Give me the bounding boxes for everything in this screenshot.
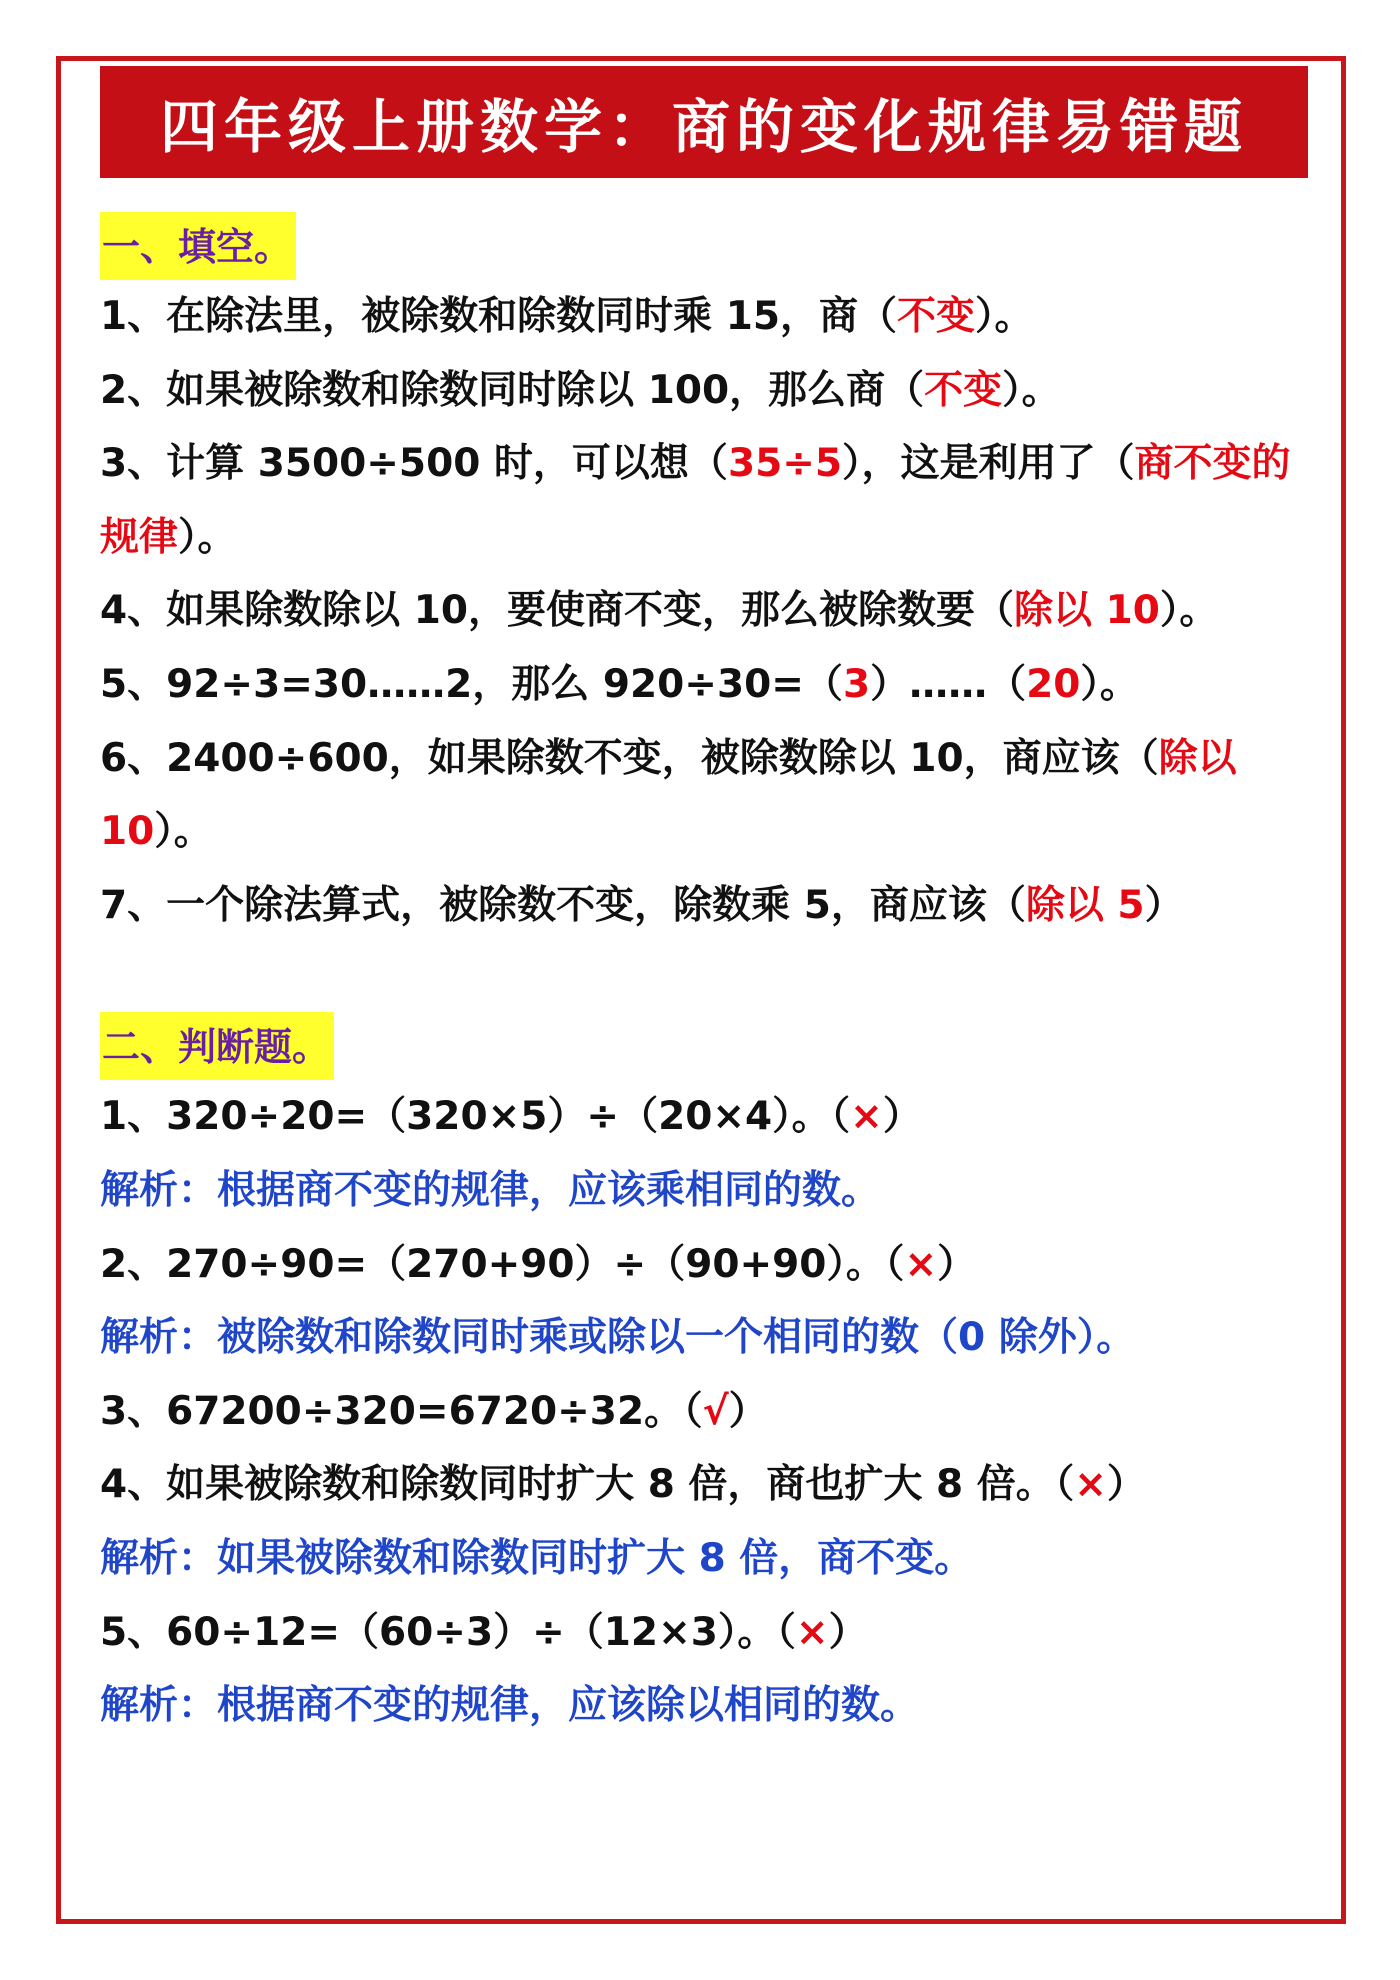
fill-question-3 [100,427,1308,574]
answer-text: 35÷5 [727,441,843,487]
question-text: 6、2400÷600，如果除数不变，被除数除以 10，商应该（ [100,735,1159,781]
judge-question-1 [100,1080,1308,1154]
section-heading-fill-blank: 一、填空。 [100,212,296,280]
answer-text: 20 [1026,661,1081,707]
question-text: 5、92÷3=30……2，那么 920÷30=（ [100,661,843,707]
answer-mark: × [1074,1462,1107,1508]
fill-question-6 [100,722,1308,869]
answer-mark: × [795,1609,829,1655]
question-text: ）。 [178,514,237,560]
answer-mark: × [904,1241,938,1287]
question-text: ） [728,1388,768,1434]
question-text: 4、如果被除数和除数同时扩大 8 倍，商也扩大 8 倍。（ [100,1462,1075,1508]
answer-mark: × [850,1094,883,1140]
answer-text: 不变 [897,294,976,339]
question-text: ）。 [154,809,213,855]
question-text: ）……（ [870,661,1027,707]
question-text: ）。 [1080,661,1139,707]
answer-text: 除以 10 [1014,588,1160,634]
question-text: 3、67200÷320=6720÷32。（ [100,1388,703,1434]
question-text: 7、一个除法算式，被除数不变，除数乘 5，商应该（ [100,882,1026,928]
answer-mark: √ [702,1388,729,1434]
explanation-1: 解析：根据商不变的规律，应该乘相同的数。 [100,1167,881,1213]
answer-text: 除以 5 [1025,882,1145,928]
explanation-4: 解析：如果被除数和除数同时扩大 8 倍，商不变。 [100,1535,974,1581]
question-text: 5、60÷12=（60÷3）÷（12×3）。（ [100,1609,796,1655]
question-text: ）。 [1159,588,1219,634]
worksheet-content [100,212,1308,1743]
fill-question-1 [100,280,1308,354]
section-heading-true-false: 二、判断题。 [100,1012,334,1080]
question-text: ） [1144,882,1184,928]
question-text: 2、如果被除数和除数同时除以 100，那么商（ [100,367,925,413]
answer-text: 3 [842,661,871,707]
section-spacer [100,942,1308,1012]
question-text: ） [828,1609,868,1655]
title-banner [100,66,1308,178]
judge-question-3 [100,1375,1308,1449]
judge-question-5 [100,1596,1308,1670]
answer-text: 不变 [924,367,1003,413]
question-text: ） [882,1094,922,1140]
judge-question-4 [100,1448,1308,1522]
explanation-2: 解析：被除数和除数同时乘或除以一个相同的数（0 除外）。 [100,1315,1136,1361]
question-text: 4、如果除数除以 10，要使商不变，那么被除数要（ [100,588,1014,634]
answer-text: 除以 10 [100,735,1237,855]
fill-question-2 [100,354,1308,428]
question-text: ），这是利用了（ [842,441,1135,487]
question-text: 1、320÷20=（320×5）÷（20×4）。（ [100,1094,851,1140]
question-text: 3、计算 3500÷500 时，可以想（ [100,441,728,487]
question-text: ）。 [975,294,1034,339]
judge-question-2 [100,1228,1308,1302]
question-text: ） [937,1241,977,1287]
fill-question-4 [100,574,1308,648]
fill-question-7 [100,869,1308,943]
fill-question-5 [100,648,1308,722]
explanation-5: 解析：根据商不变的规律，应该除以相同的数。 [100,1683,920,1729]
answer-text: 商不变的规律 [100,441,1291,560]
question-text: 1、在除法里，被除数和除数同时乘 15，商（ [100,294,897,339]
question-text: 2、270÷90=（270+90）÷（90+90）。（ [100,1241,905,1287]
page-title: 四年级上册数学：商的变化规律易错题 [159,93,1248,161]
question-text: ） [1106,1462,1146,1508]
question-text: ）。 [1002,367,1061,413]
